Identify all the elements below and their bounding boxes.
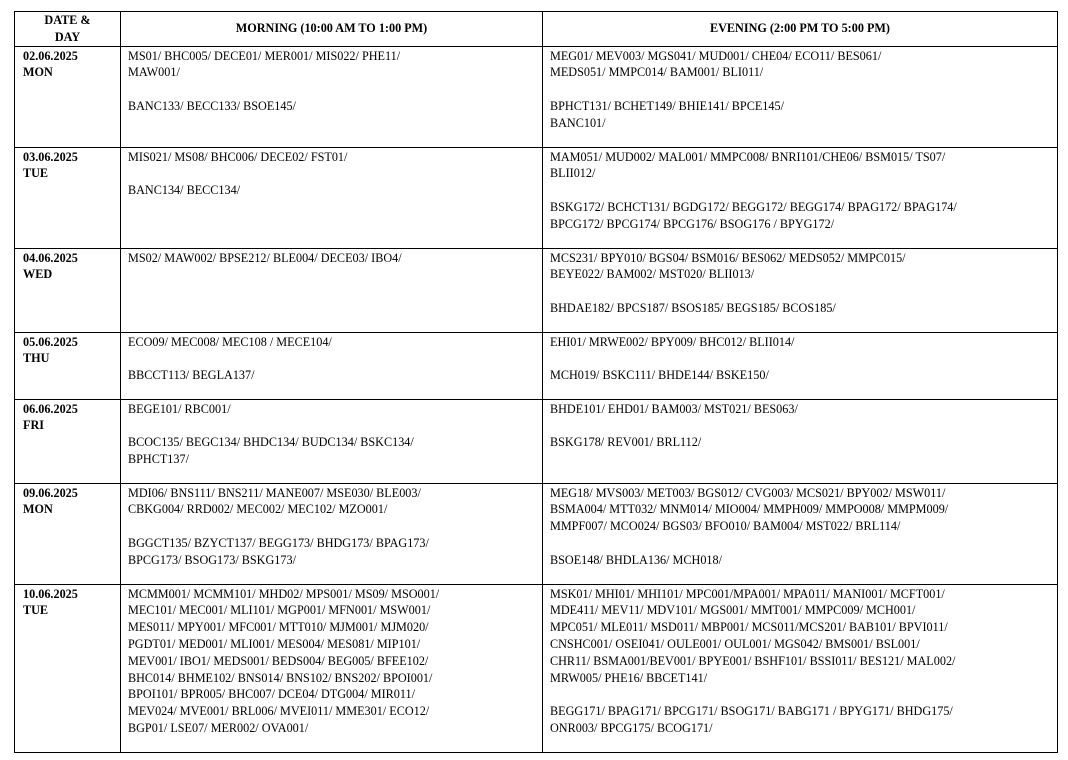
exam-date: 05.06.2025: [23, 334, 78, 349]
course-codes-line: CHR11/ BSMA001/BEV001/ BPYE001/ BSHF101/ BSSI011/ BES121/ MAL002/: [550, 653, 956, 668]
course-codes-line: PGDT01/ MED001/ MLI001/ MES004/ MES081/ MIP101/: [128, 636, 421, 651]
morning-session-cell: [121, 332, 543, 399]
course-codes-line: MAM051/ MUD002/ MAL001/ MMPC008/ BNRI101/CHE06/ BSM015/ TS07/: [550, 149, 946, 164]
exam-day: WED: [23, 267, 53, 282]
course-codes-line: BANC101/: [550, 115, 606, 130]
course-codes-line: BGGCT135/ BZYCT137/ BEGG173/ BHDG173/ BPAG173/: [128, 535, 429, 550]
course-codes-line: MSK01/ MHI01/ MHI101/ MPC001/MPA001/ MPA011/ MANI001/ MCFT001/: [550, 586, 945, 601]
line-gap: [550, 417, 1051, 434]
course-codes-line: BPCG172/ BPCG174/ BPCG176/ BSOG176 / BPYG172/: [550, 216, 835, 231]
date-cell: [15, 584, 121, 752]
morning-session-cell: [121, 46, 543, 147]
evening-session-cell: [543, 399, 1058, 483]
schedule-row: [15, 483, 1058, 584]
line-gap: [128, 518, 536, 535]
exam-date: 04.06.2025: [23, 250, 78, 265]
exam-day: TUE: [23, 166, 49, 181]
morning-session-cell: [121, 147, 543, 248]
course-codes-line: BANC133/ BECC133/ BSOE145/: [128, 98, 296, 113]
course-codes-line: BEGG171/ BPAG171/ BPCG171/ BSOG171/ BABG171 / BPYG171/ BHDG175/: [550, 704, 953, 719]
course-codes-line: MEG18/ MVS003/ MET003/ BGS012/ CVG003/ MCS021/ BPY002/ MSW011/: [550, 485, 946, 500]
evening-session-cell: [543, 46, 1058, 147]
evening-session-cell: [543, 248, 1058, 332]
date-cell: [15, 399, 121, 483]
exam-day: TUE: [23, 603, 49, 618]
line-gap: [128, 81, 536, 98]
course-codes-line: BBCCT113/ BEGLA137/: [128, 368, 255, 383]
line-gap: [550, 535, 1051, 552]
line-gap: [128, 350, 536, 367]
course-codes-line: MS02/ MAW002/ BPSE212/ BLE004/ DECE03/ IBO4/: [128, 250, 402, 265]
exam-date: 09.06.2025: [23, 485, 78, 500]
schedule-row: [15, 584, 1058, 752]
course-codes-line: BHDE101/ EHD01/ BAM003/ MST021/ BES063/: [550, 401, 798, 416]
course-codes-line: MDI06/ BNS111/ BNS211/ MANE007/ MSE030/ BLE003/: [128, 485, 421, 500]
exam-date: 02.06.2025: [23, 48, 78, 63]
line-gap: [550, 350, 1051, 367]
course-codes-line: BSMA004/ MTT032/ MNM014/ MIO004/ MMPH009/ MMPO008/ MMPM009/: [550, 502, 949, 517]
course-codes-line: MEDS051/ MMPC014/ BAM001/ BLI011/: [550, 65, 764, 80]
exam-day: MON: [23, 502, 53, 517]
course-codes-line: MRW005/ PHE16/ BBCET141/: [550, 670, 708, 685]
course-codes-line: BSOE148/ BHDLA136/ MCH018/: [550, 552, 722, 567]
evening-header: EVENING (2:00 PM TO 5:00 PM): [543, 12, 1058, 47]
date-day-header-line2: DAY: [54, 29, 81, 44]
date-cell: [15, 332, 121, 399]
schedule-row: [15, 46, 1058, 147]
evening-session-cell: [543, 483, 1058, 584]
course-codes-line: EHI01/ MRWE002/ BPY009/ BHC012/ BLII014/: [550, 334, 795, 349]
course-codes-line: BSKG172/ BCHCT131/ BGDG172/ BEGG172/ BEGG174/ BPAG172/ BPAG174/: [550, 199, 957, 214]
course-codes-line: MDE411/ MEV11/ MDV101/ MGS001/ MMT001/ MMPC009/ MCH001/: [550, 603, 916, 618]
course-codes-line: BANC134/ BECC134/: [128, 183, 241, 198]
exam-day: THU: [23, 351, 50, 366]
exam-date: 10.06.2025: [23, 586, 78, 601]
evening-session-cell: [543, 332, 1058, 399]
exam-schedule-table: [14, 11, 1058, 753]
exam-day: FRI: [23, 418, 44, 433]
exam-date: 03.06.2025: [23, 149, 78, 164]
schedule-row: [15, 248, 1058, 332]
morning-session-cell: [121, 399, 543, 483]
schedule-row: [15, 332, 1058, 399]
course-codes-line: MEC101/ MEC001/ MLI101/ MGP001/ MFN001/ MSW001/: [128, 603, 431, 618]
date-cell: [15, 248, 121, 332]
course-codes-line: ECO09/ MEC008/ MEC108 / MECE104/: [128, 334, 332, 349]
course-codes-line: MPC051/ MLE011/ MSD011/ MBP001/ MCS011/MCS201/ BAB101/ BPVI011/: [550, 620, 948, 635]
exam-date: 06.06.2025: [23, 401, 78, 416]
course-codes-line: BHDAE182/ BPCS187/ BSOS185/ BEGS185/ BCOS185/: [550, 300, 836, 315]
course-codes-line: ONR003/ BPCG175/ BCOG171/: [550, 720, 713, 735]
date-cell: [15, 147, 121, 248]
course-codes-line: CBKG004/ RRD002/ MEC002/ MEC102/ MZO001/: [128, 502, 388, 517]
course-codes-line: MCMM001/ MCMM101/ MHD02/ MPS001/ MS09/ MSO001/: [128, 586, 440, 601]
course-codes-line: BGP01/ LSE07/ MER002/ OVA001/: [128, 720, 309, 735]
morning-header: MORNING (10:00 AM TO 1:00 PM): [121, 12, 543, 47]
line-gap: [550, 182, 1051, 199]
course-codes-line: BEGE101/ RBC001/: [128, 401, 231, 416]
course-codes-line: BPHCT131/ BCHET149/ BHIE141/ BPCE145/: [550, 98, 784, 113]
course-codes-line: MAW001/: [128, 65, 180, 80]
course-codes-line: MCH019/ BSKC111/ BHDE144/ BSKE150/: [550, 368, 769, 383]
line-gap: [128, 417, 536, 434]
course-codes-line: BLII012/: [550, 166, 596, 181]
course-codes-line: MEV024/ MVE001/ BRL006/ MVEI011/ MME301/ ECO12/: [128, 704, 430, 719]
morning-session-cell: [121, 248, 543, 332]
course-codes-line: MEG01/ MEV003/ MGS041/ MUD001/ CHE04/ ECO11/ BES061/: [550, 48, 882, 63]
course-codes-line: CNSHC001/ OSEI041/ OULE001/ OUL001/ MGS042/ BMS001/ BSL001/: [550, 636, 920, 651]
course-codes-line: BSKG178/ REV001/ BRL112/: [550, 435, 702, 450]
evening-session-cell: [543, 584, 1058, 752]
course-codes-line: BPOI101/ BPR005/ BHC007/ DCE04/ DTG004/ MIR011/: [128, 687, 416, 702]
exam-day: MON: [23, 65, 53, 80]
line-gap: [550, 686, 1051, 703]
course-codes-line: BHC014/ BHME102/ BNS014/ BNS102/ BNS202/ BPOI001/: [128, 670, 433, 685]
course-codes-line: BPHCT137/: [128, 451, 189, 466]
course-codes-line: MES011/ MPY001/ MFC001/ MTT010/ MJM001/ MJM020/: [128, 620, 429, 635]
date-cell: [15, 483, 121, 584]
line-gap: [550, 81, 1051, 98]
date-day-header: [15, 12, 121, 47]
line-gap: [550, 283, 1051, 300]
course-codes-line: MCS231/ BPY010/ BGS04/ BSM016/ BES062/ MEDS052/ MMPC015/: [550, 250, 906, 265]
course-codes-line: MEV001/ IBO1/ MEDS001/ BEDS004/ BEG005/ BFEE102/: [128, 653, 429, 668]
morning-session-cell: [121, 483, 543, 584]
date-cell: [15, 46, 121, 147]
course-codes-line: BPCG173/ BSOG173/ BSKG173/: [128, 552, 296, 567]
schedule-row: [15, 399, 1058, 483]
line-gap: [128, 165, 536, 182]
header-row: [15, 12, 1058, 47]
morning-session-cell: [121, 584, 543, 752]
course-codes-line: MIS021/ MS08/ BHC006/ DECE02/ FST01/: [128, 149, 348, 164]
course-codes-line: BCOC135/ BEGC134/ BHDC134/ BUDC134/ BSKC134/: [128, 435, 414, 450]
course-codes-line: MMPF007/ MCO024/ BGS03/ BFO010/ BAM004/ MST022/ BRL114/: [550, 519, 901, 534]
schedule-row: [15, 147, 1058, 248]
date-day-header-line1: DATE &: [44, 13, 91, 27]
evening-session-cell: [543, 147, 1058, 248]
course-codes-line: MS01/ BHC005/ DECE01/ MER001/ MIS022/ PHE11/: [128, 48, 401, 63]
course-codes-line: BEYE022/ BAM002/ MST020/ BLII013/: [550, 267, 755, 282]
schedule-body: [15, 46, 1058, 752]
